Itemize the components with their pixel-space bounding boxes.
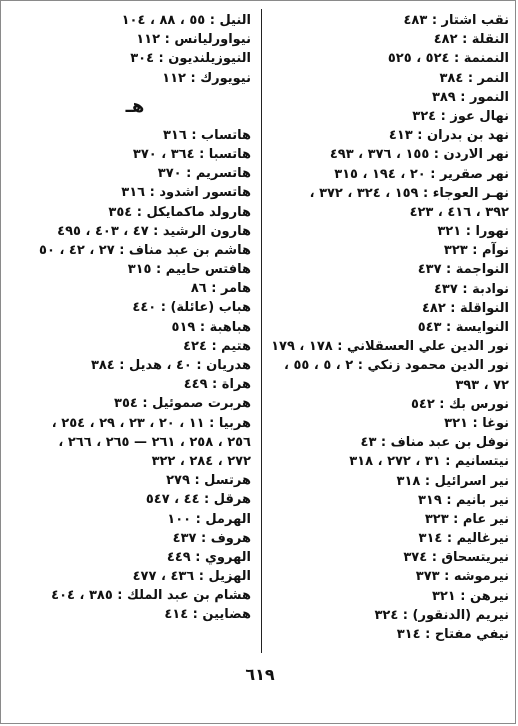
index-entry: هارون الرشيد : ٤٧ ، ٤٠٣ ، ٤٩٥: [57, 223, 251, 239]
index-entry: نيواورليانس : ١١٢: [136, 32, 251, 48]
index-entry: هرتسل : ٢٧٩: [166, 473, 251, 489]
index-entry: الهزيل : ٤٣٦ ، ٤٧٧: [132, 569, 251, 585]
index-entry: هدريان : ٤٠ ، هديل : ٣٨٤: [90, 358, 251, 373]
index-entry: نير عام : ٣٢٣: [424, 511, 509, 527]
index-entry: نيويورك : ١١٢: [162, 70, 251, 86]
page-number: ٦١٩: [245, 665, 275, 684]
index-entry: النواجمة : ٤٣٧: [417, 262, 509, 278]
index-entry: نير بانيم : ٣١٩: [417, 492, 509, 508]
index-entry: نهـر العوجاء : ١٥٩ ، ٣٢٤ ، ٣٧٢ ،: [309, 185, 509, 201]
index-entry: نهورا : ٣٢١: [437, 224, 509, 240]
index-entry: هاتسبا : ٣٦٤ ، ٣٧٠: [132, 146, 251, 162]
index-entry: نهال عوز : ٣٢٤: [412, 108, 509, 124]
index-entry: هارولد ماكمايكل : ٣٥٤: [108, 204, 251, 220]
index-entry: هباب (عائلة) : ٤٤٠: [132, 300, 251, 316]
index-entry: النوايسة : ٥٤٣: [417, 320, 509, 335]
index-entry: هافتس حاييم : ٣١٥: [127, 262, 251, 278]
index-entry: هاتسور اشدود : ٣١٦: [121, 185, 251, 201]
index-entry: النواقلة : ٤٨٢: [421, 300, 509, 316]
index-entry: هاشم بن عبد مناف : ٢٧ ، ٤٢ ، ٥٠: [39, 242, 251, 258]
index-entry: نوغا : ٣٢١: [444, 415, 509, 431]
index-entry: نهر الاردن : ١٥٥ ، ٣٧٦ ، ٤٩٣: [329, 147, 509, 163]
index-entry: نهد بن بدران : ٤١٣: [388, 128, 509, 144]
index-entry: ٧٢ ، ٣٩٣: [455, 377, 509, 393]
index-entry: هراة : ٤٤٩: [183, 377, 251, 393]
index-entry: النمر : ٣٨٤: [439, 70, 509, 86]
index-entry: ٣٩٢ ، ٤١٦ ، ٤٢٣: [409, 204, 509, 220]
index-entry: نير اسرائيل : ٣١٨: [396, 473, 509, 489]
index-entry: نوفل بن عبد مناف : ٤٣: [360, 435, 509, 451]
index-entry: نهر صقرير : ٢٠ ، ١٩٤ ، ٣١٥: [334, 166, 509, 182]
index-column-right: [267, 11, 509, 644]
index-entry: هربيا : ١١ ، ٢٠ ، ٢٣ ، ٢٩ ، ٢٥٤ ،: [51, 415, 251, 431]
index-entry: هشام بن عبد الملك : ٣٨٥ ، ٤٠٤: [51, 588, 251, 604]
column-divider: [261, 9, 262, 653]
index-entry: هتيم : ٤٢٤: [183, 338, 251, 354]
index-entry: الهرمل : ١٠٠: [167, 511, 251, 527]
index-entry: ٢٥٦ ، ٢٥٨ ، ٢٦١ — ٢٦٥ ، ٢٦٦ ،: [58, 434, 251, 450]
section-letter: هـ: [125, 95, 145, 117]
index-entry: نيريتسحاق : ٣٧٤: [403, 550, 509, 566]
index-entry: نور الدين محمود زنكي : ٢ ، ٥ ، ٥٥ ،: [283, 358, 509, 374]
index-entry: نيرهن : ٣٢١: [431, 588, 509, 604]
index-entry: هاتساب : ٣١٦: [162, 127, 251, 143]
index-entry: هربرت صموئيل : ٣٥٤: [114, 396, 251, 412]
index-entry: هروف : ٤٣٧: [172, 530, 251, 546]
index-entry: نوادبة : ٤٣٧: [434, 281, 509, 297]
index-entry: هضايين : ٤١٤: [164, 607, 251, 623]
index-entry: نيرموشه : ٣٧٣: [415, 569, 509, 585]
index-entry: النقلة : ٤٨٢: [433, 32, 509, 48]
index-entry: نيرغاليم : ٣١٤: [418, 531, 509, 547]
index-entry: النمور : ٣٨٩: [431, 89, 509, 105]
index-entry: النيوزيلنديون : ٣٠٤: [130, 51, 251, 67]
index-entry: نيفي مفتاح : ٣١٤: [396, 627, 509, 642]
index-entry: هباهبة : ٥١٩: [171, 319, 251, 335]
index-entry: نيريم (الدنقور) : ٣٢٤: [374, 607, 509, 623]
index-entry: نوآم : ٣٢٣: [443, 243, 509, 259]
index-entry: نور الدين علي العسقلاني : ١٧٨ ، ١٧٩: [271, 339, 509, 355]
index-entry: الهروي : ٤٤٩: [166, 549, 251, 565]
index-entry: هامر : ٨٦: [190, 281, 251, 297]
index-entry: النمنمة : ٥٢٤ ، ٥٢٥: [387, 51, 509, 67]
index-entry: نيتسانيم : ٣١ ، ٢٧٢ ، ٣١٨: [349, 454, 509, 470]
index-entry: نقب اشتار : ٤٨٣: [403, 13, 509, 28]
index-entry: هرقل : ٤٤ ، ٥٤٧: [145, 492, 251, 508]
index-entry: ٢٧٢ ، ٢٨٤ ، ٣٢٢: [151, 453, 251, 469]
index-column-left: [19, 11, 251, 625]
index-entry: هاتسريم : ٣٧٠: [157, 166, 251, 182]
index-entry: نورس بك : ٥٤٢: [410, 396, 509, 412]
index-entry: النيل : ٥٥ ، ٨٨ ، ١٠٤: [121, 13, 251, 28]
